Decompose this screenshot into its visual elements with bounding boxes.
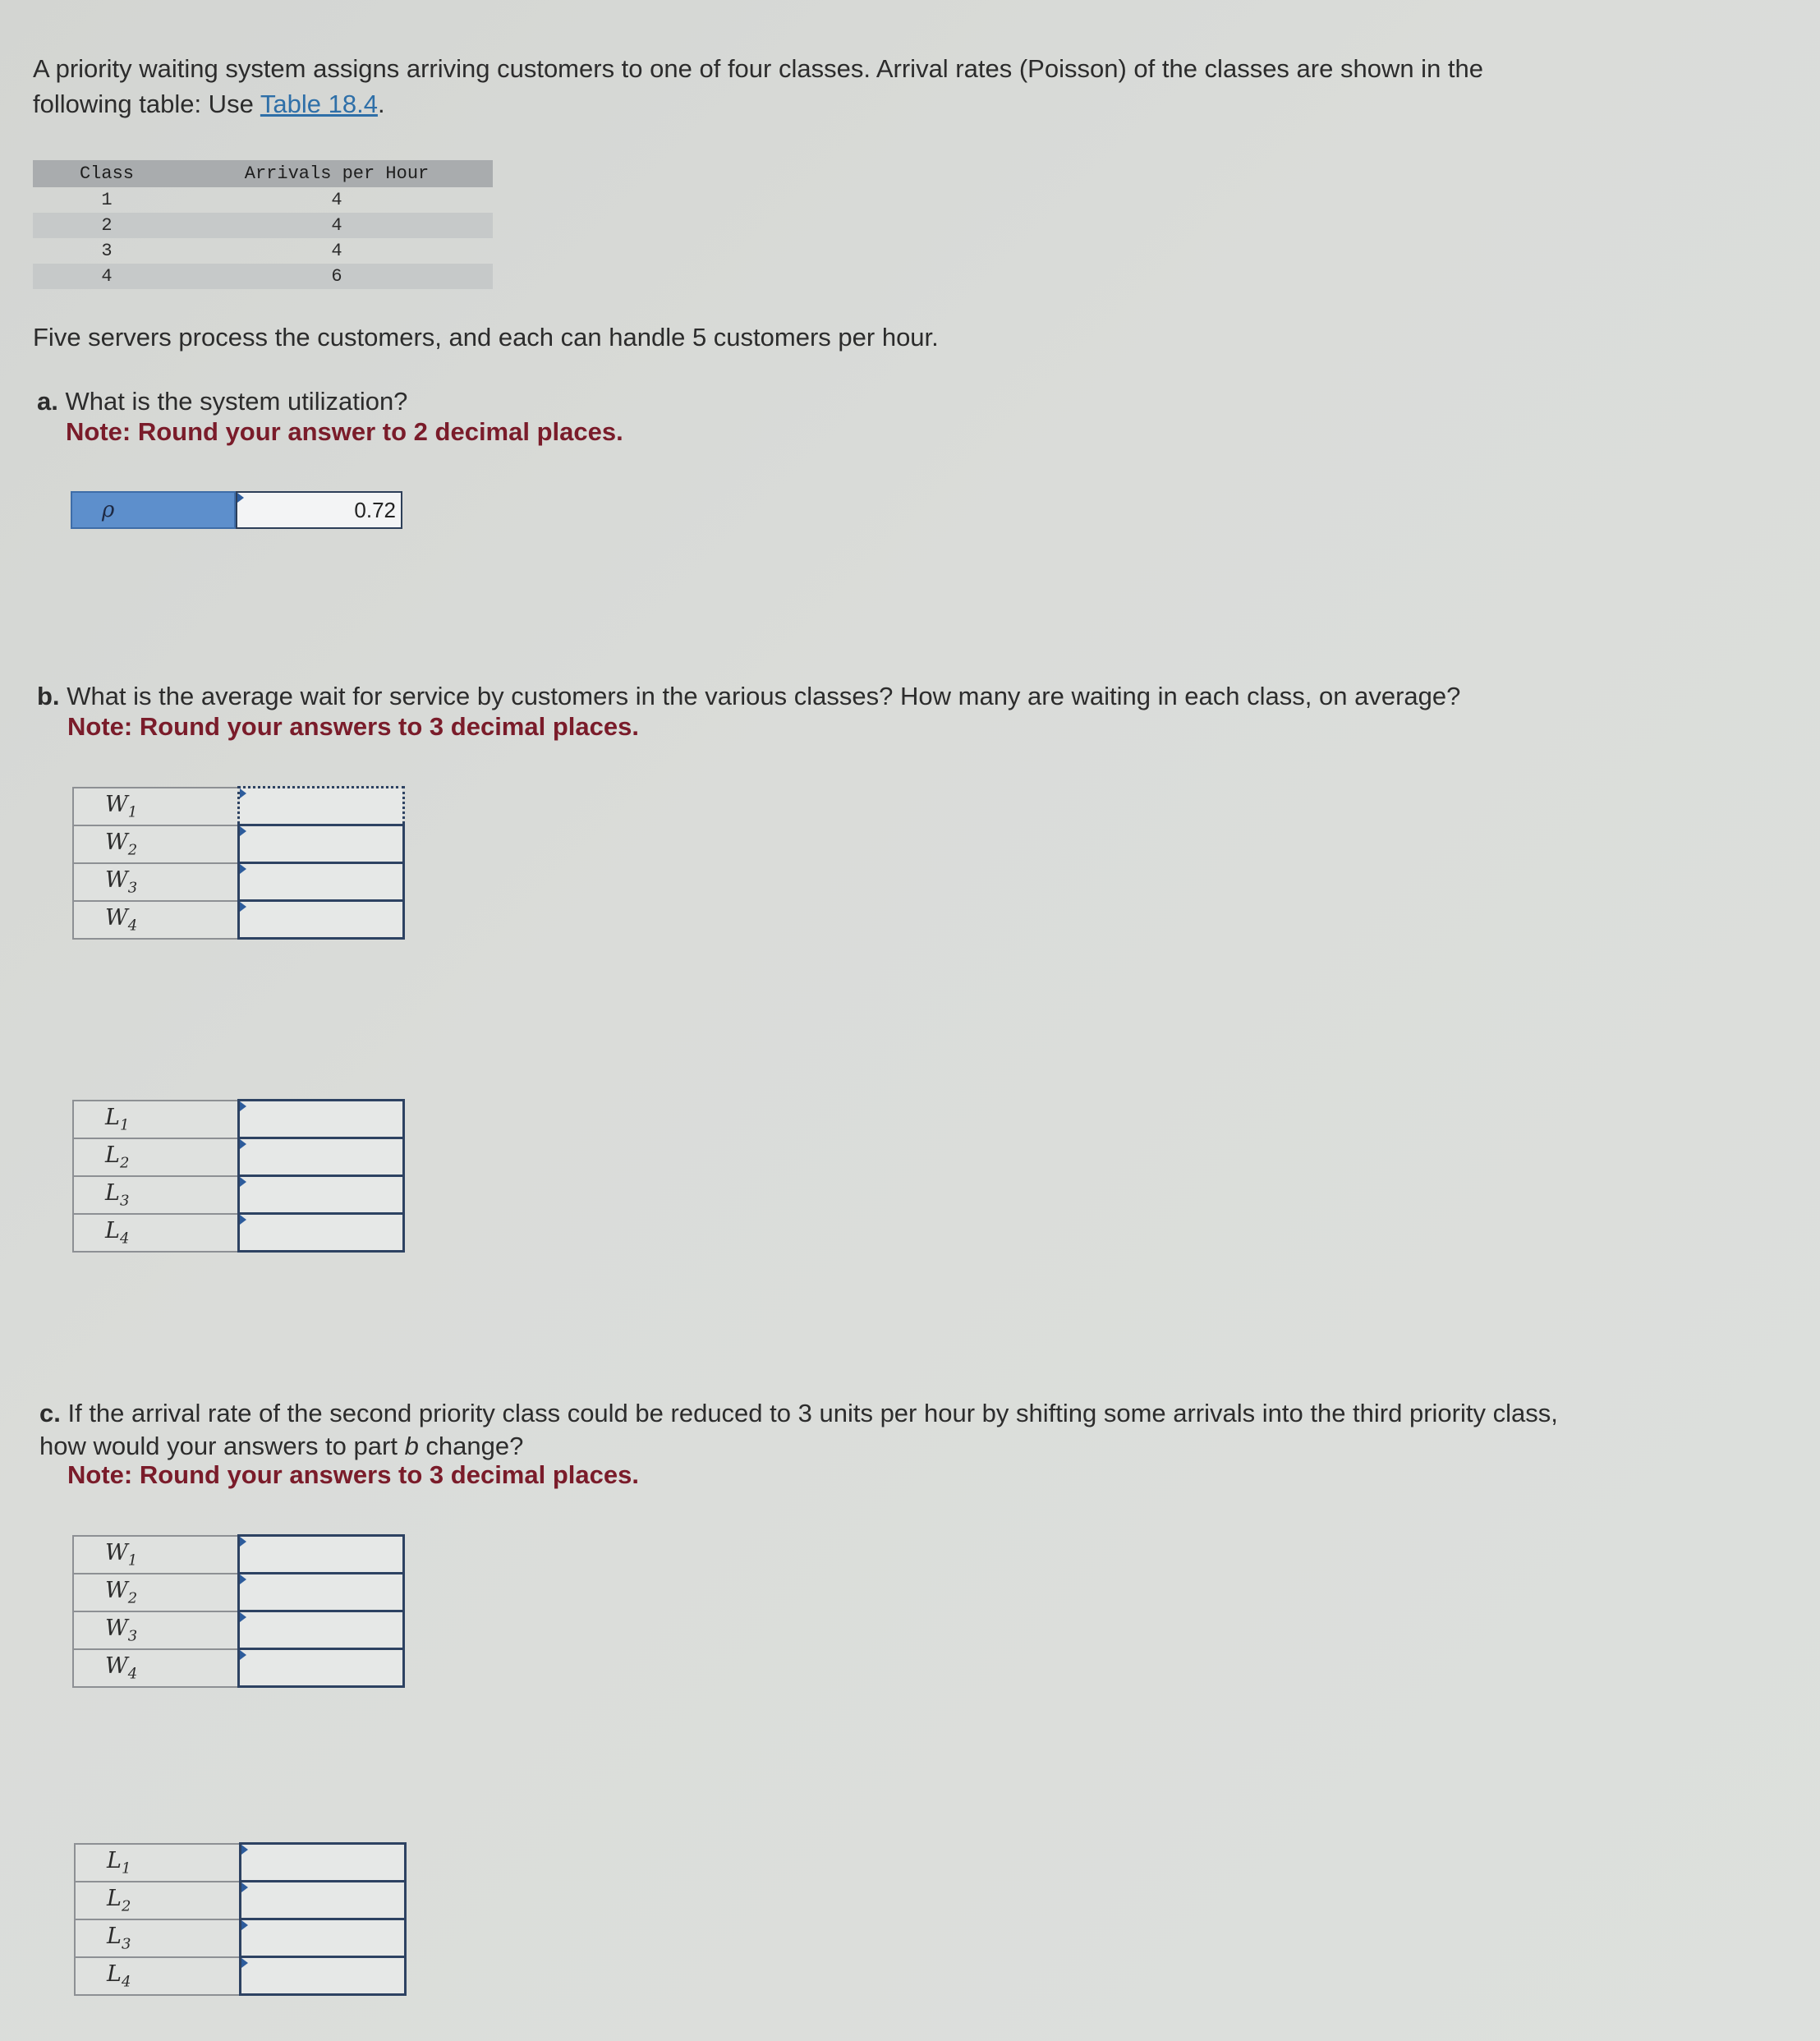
servers-text: Five servers process the customers, and each can handle 5 customers per hour.	[33, 323, 939, 352]
arrivals-cell: 4	[331, 241, 342, 261]
var-subscript: 3	[127, 879, 138, 897]
var-subscript: 3	[127, 1627, 138, 1645]
c-l4-input[interactable]	[240, 1957, 405, 1995]
l2-label	[75, 1882, 240, 1919]
w1-label	[73, 788, 238, 825]
c-w2-input[interactable]	[238, 1574, 403, 1611]
var-symbol: L	[107, 1923, 122, 1949]
l4-label	[75, 1957, 240, 1995]
answer-row	[73, 863, 403, 901]
l2-label	[73, 1138, 238, 1176]
input-marker-icon	[240, 1574, 246, 1584]
var-subscript: 4	[127, 1665, 138, 1683]
var-subscript: 4	[127, 917, 138, 935]
part-c-label: c.	[39, 1399, 61, 1427]
class-cell: 3	[101, 241, 113, 261]
w2-label	[73, 1574, 238, 1611]
utilization-input[interactable]	[236, 491, 402, 529]
part-b-wait-grid	[72, 786, 405, 940]
table-row	[33, 264, 493, 289]
c-l3-input[interactable]	[240, 1919, 405, 1957]
var-subscript: 2	[127, 1589, 138, 1607]
input-marker-icon	[240, 1139, 246, 1149]
w4-label	[73, 901, 238, 939]
var-symbol: L	[105, 1142, 120, 1168]
b-l1-input[interactable]	[238, 1101, 403, 1138]
var-symbol: W	[105, 791, 128, 817]
l1-label	[73, 1101, 238, 1138]
part-c-text-2: change?	[418, 1432, 524, 1460]
part-b-question	[37, 680, 1762, 713]
part-a-label: a.	[37, 387, 58, 416]
part-b-text: What is the average wait for service by customers in the various classes? How many are waiting in each class, on average?	[67, 682, 1461, 710]
answer-row	[73, 1214, 403, 1252]
input-marker-icon	[240, 1612, 246, 1622]
var-subscript: 3	[121, 1935, 131, 1953]
class-cell: 1	[101, 190, 113, 210]
var-symbol: W	[105, 1615, 128, 1641]
answer-row	[73, 1536, 403, 1574]
var-subscript: 4	[119, 1230, 130, 1248]
arrival-table-header	[33, 160, 493, 187]
w4-label	[73, 1649, 238, 1687]
part-c-text-italic: b	[404, 1432, 419, 1460]
part-a-question	[37, 385, 1515, 418]
w3-label	[73, 1611, 238, 1649]
answer-row	[73, 825, 403, 863]
input-marker-icon	[240, 826, 246, 836]
l3-label	[73, 1176, 238, 1214]
part-c-text-1: If the arrival rate of the second priority class could be reduced to 3 units per hour by shifting some arrivals into the third priority class, how would your answers to part	[39, 1399, 1558, 1460]
part-c-wait-grid	[72, 1534, 405, 1688]
input-marker-icon	[240, 788, 246, 798]
answer-row	[73, 788, 403, 825]
answer-row	[75, 1882, 405, 1919]
var-symbol: L	[105, 1179, 120, 1206]
b-l2-input[interactable]	[238, 1138, 403, 1176]
l3-label	[75, 1919, 240, 1957]
b-l4-input[interactable]	[238, 1214, 403, 1252]
answer-row	[75, 1844, 405, 1882]
var-symbol: W	[105, 1539, 128, 1565]
answer-row	[73, 1611, 403, 1649]
intro-end: .	[377, 90, 385, 118]
c-w3-input[interactable]	[238, 1611, 403, 1649]
part-c-note: Note: Round your answers to 3 decimal places.	[67, 1460, 639, 1489]
part-b-length-grid	[72, 1099, 405, 1253]
var-subscript: 2	[127, 841, 138, 859]
part-c-question	[39, 1397, 1559, 1463]
var-symbol: L	[105, 1217, 120, 1243]
b-w2-input[interactable]	[238, 825, 403, 863]
part-a-text: What is the system utilization?	[65, 387, 408, 416]
input-marker-icon	[240, 1215, 246, 1225]
var-symbol: W	[105, 829, 128, 855]
input-marker-icon	[241, 1958, 248, 1968]
arrival-rate-table	[33, 160, 493, 289]
b-w3-input[interactable]	[238, 863, 403, 901]
table-row	[33, 213, 493, 238]
input-marker-icon	[241, 1845, 248, 1855]
intro-text	[33, 51, 1577, 122]
input-marker-icon	[240, 1177, 246, 1187]
table-18-4-link[interactable]: Table 18.4	[260, 90, 378, 118]
var-symbol: W	[105, 1653, 128, 1679]
var-subscript: 1	[121, 1859, 131, 1878]
input-marker-icon	[240, 902, 246, 912]
arrivals-cell: 4	[331, 190, 342, 210]
answer-row	[75, 1957, 405, 1995]
w1-label	[73, 1536, 238, 1574]
var-subscript: 3	[119, 1192, 130, 1210]
intro-part1: A priority waiting system assigns arriving customers to one of four classes. Arrival rates (Poisson) of the classes are shown in the following table: Use	[33, 54, 1484, 118]
b-w1-input[interactable]	[238, 788, 403, 825]
part-b-label: b.	[37, 682, 60, 710]
l1-label	[75, 1844, 240, 1882]
var-subscript: 2	[121, 1897, 131, 1915]
var-symbol: L	[105, 1104, 120, 1130]
var-symbol: W	[105, 904, 128, 931]
var-symbol: L	[107, 1847, 122, 1873]
c-l1-input[interactable]	[240, 1844, 405, 1882]
input-marker-icon	[241, 1920, 248, 1930]
answer-row	[73, 901, 403, 939]
var-subscript: 2	[119, 1154, 130, 1172]
header-class: Class	[33, 160, 181, 187]
var-symbol: L	[107, 1885, 122, 1911]
part-b-note: Note: Round your answers to 3 decimal places.	[67, 712, 639, 741]
var-subscript: 1	[119, 1116, 130, 1134]
input-marker-icon	[241, 1882, 248, 1892]
input-marker-icon	[240, 1537, 246, 1547]
w2-label	[73, 825, 238, 863]
c-w4-input[interactable]	[238, 1649, 403, 1687]
var-subscript: 4	[121, 1973, 131, 1991]
table-row	[33, 187, 493, 213]
arrivals-cell: 6	[181, 264, 493, 289]
input-marker-icon	[240, 1101, 246, 1111]
var-symbol: W	[105, 1577, 128, 1603]
var-symbol: W	[105, 867, 128, 893]
answer-row	[73, 1101, 403, 1138]
answer-row	[73, 1176, 403, 1214]
c-w1-input[interactable]	[238, 1536, 403, 1574]
answer-row	[73, 1138, 403, 1176]
part-c-length-grid	[74, 1842, 407, 1996]
part-a-note: Note: Round your answer to 2 decimal places.	[66, 417, 623, 446]
w3-label	[73, 863, 238, 901]
b-l3-input[interactable]	[238, 1176, 403, 1214]
rho-label: ρ	[71, 491, 236, 529]
input-marker-icon	[240, 864, 246, 874]
class-cell: 4	[33, 264, 181, 289]
var-symbol: L	[107, 1961, 122, 1987]
answer-row	[75, 1919, 405, 1957]
c-l2-input[interactable]	[240, 1882, 405, 1919]
utilization-value: 0.72	[354, 498, 396, 522]
table-row	[33, 238, 493, 264]
b-w4-input[interactable]	[238, 901, 403, 939]
header-arrivals: Arrivals per Hour	[181, 160, 493, 187]
input-marker-icon	[237, 493, 244, 503]
arrivals-cell: 4	[181, 213, 493, 238]
l4-label	[73, 1214, 238, 1252]
var-subscript: 1	[127, 803, 138, 821]
class-cell: 2	[33, 213, 181, 238]
answer-row	[73, 1649, 403, 1687]
var-subscript: 1	[127, 1551, 138, 1570]
answer-row	[73, 1574, 403, 1611]
input-marker-icon	[240, 1650, 246, 1660]
